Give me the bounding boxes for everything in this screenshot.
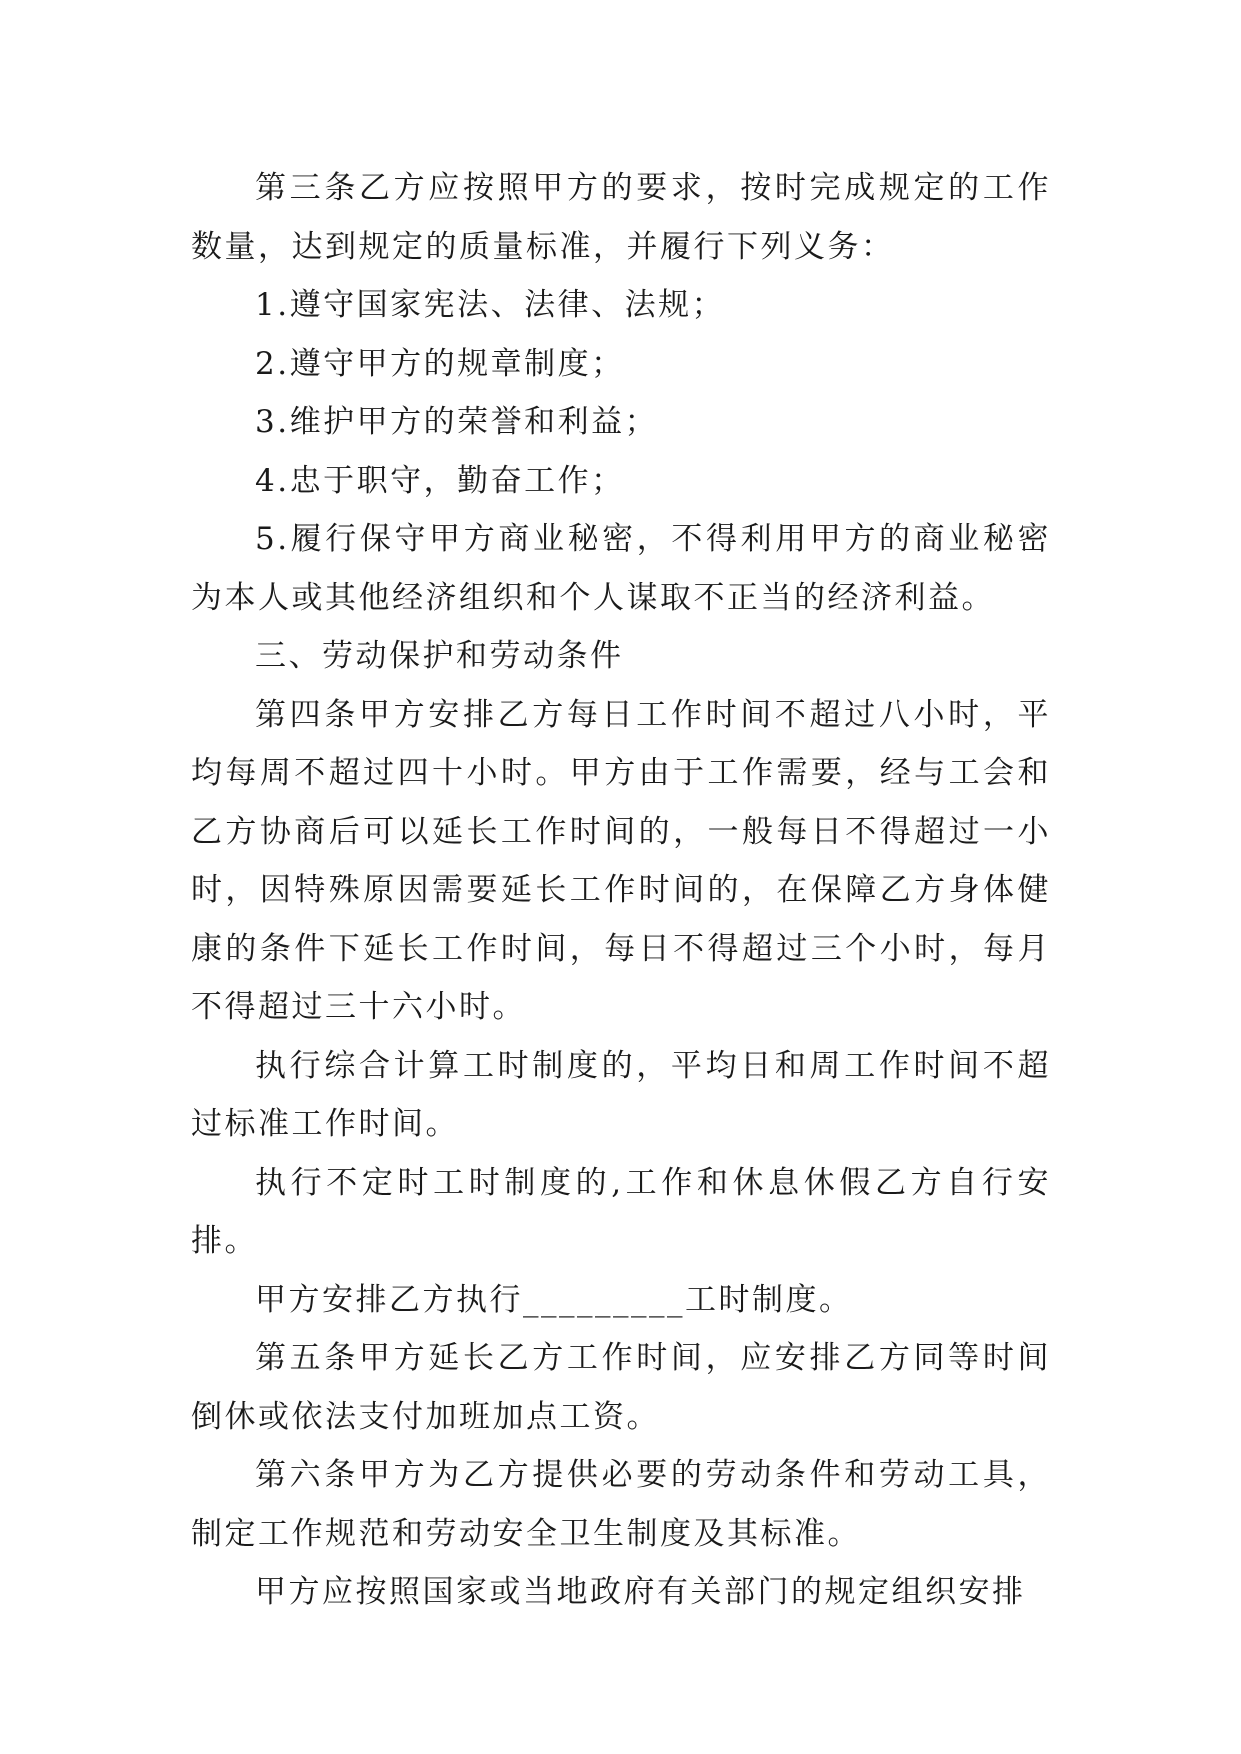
paragraph-comprehensive-hours: 执行综合计算工时制度的，平均日和周工作时间不超过标准工作时间。 xyxy=(191,1047,1051,1142)
list-item-1: 1.遵守国家宪法、法律、法规； xyxy=(255,287,726,323)
paragraph-article-5: 第五条甲方延长乙方工作时间，应安排乙方同等时间倒休或依法支付加班加点工资。 xyxy=(191,1340,1051,1435)
paragraph-article-6: 第六条甲方为乙方提供必要的劳动条件和劳动工具，制定工作规范和劳动安全卫生制度及其标准。 xyxy=(191,1457,1051,1552)
paragraph-continuation: 甲方应按照国家或当地政府有关部门的规定组织安排 xyxy=(255,1574,1026,1610)
paragraph-article-3: 第三条乙方应按照甲方的要求，按时完成规定的工作数量，达到规定的质量标准，并履行下列义务： xyxy=(191,170,1051,265)
list-item-2: 2.遵守甲方的规章制度； xyxy=(255,345,625,382)
list-item-3: 3.维护甲方的荣誉和利益； xyxy=(255,404,659,440)
list-item-5: 5.履行保守甲方商业秘密，不得利用甲方的商业秘密为本人或其他经济组织和个人谋取不正当的经济利益。 xyxy=(191,521,1051,616)
document-body xyxy=(191,159,1051,1622)
paragraph-flexible-hours: 执行不定时工时制度的,工作和休息休假乙方自行安排。 xyxy=(191,1164,1051,1259)
list-item-4: 4.忠于职守，勤奋工作； xyxy=(255,462,625,499)
paragraph-hours-system-blank: 甲方安排乙方执行_________工时制度。 xyxy=(255,1281,853,1318)
section-heading: 三、劳动保护和劳动条件 xyxy=(255,638,624,674)
paragraph-article-4: 第四条甲方安排乙方每日工作时间不超过八小时，平均每周不超过四十小时。甲方由于工作需要，经与工会和乙方协商后可以延长工作时间的，一般每日不得超过一小时，因特殊原因需要延长工作时间的，在保障乙方身体健康的条件下延长工作时间，每日不得超过三个小时，每月不得超过三十六小时。 xyxy=(191,696,1051,1025)
